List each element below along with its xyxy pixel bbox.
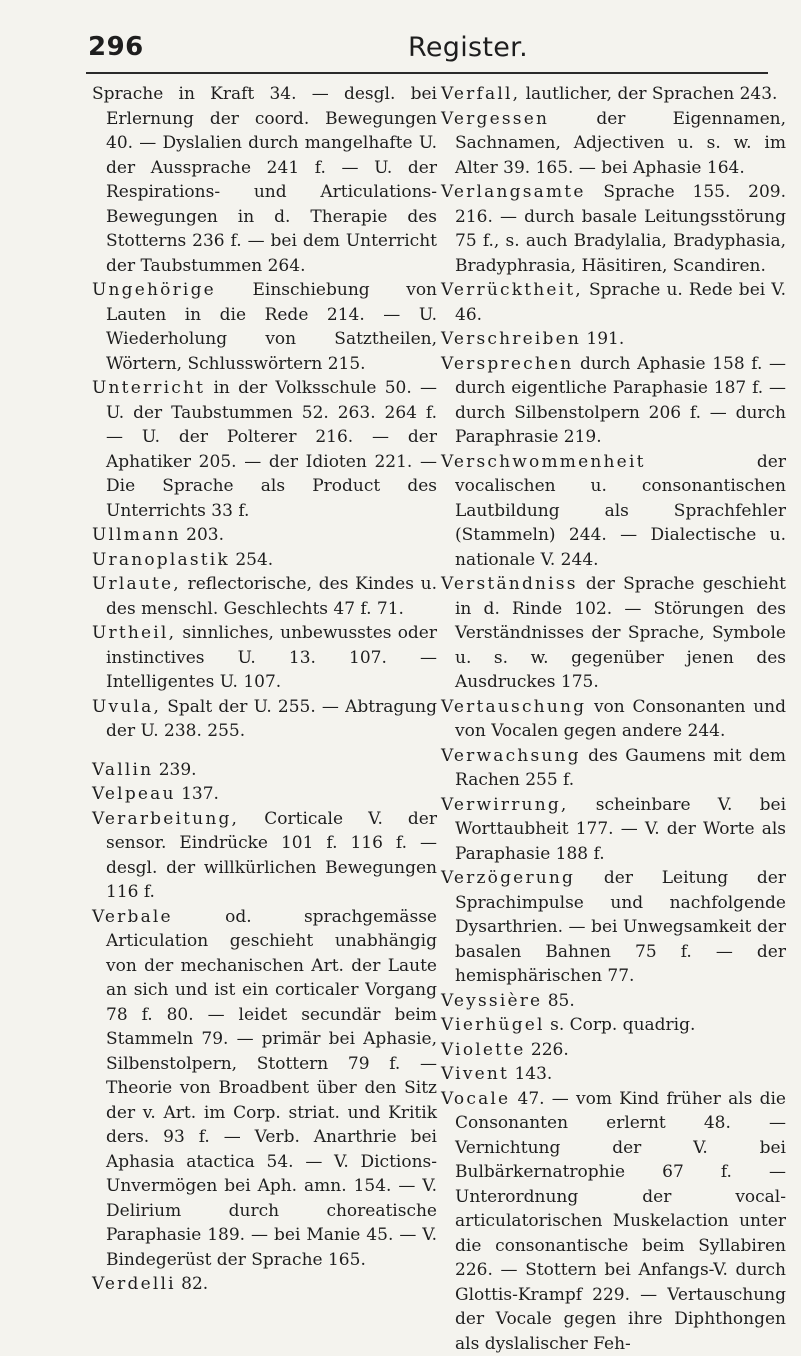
index-keyword: Violette	[441, 1040, 525, 1060]
index-entry	[92, 1272, 437, 1297]
index-keyword: Uvula,	[92, 697, 161, 717]
index-entry-text: des Gaumens mit dem Rachen 255 f.	[455, 746, 786, 791]
index-keyword: Verarbeitung,	[92, 809, 239, 829]
index-entry	[441, 1062, 786, 1087]
index-entry-text: durch Aphasie 158 f. — durch eigentliche Paraphasie 187 f. — durch Silbenstolpern 206 f. — durch Paraphrasie 219.	[455, 354, 786, 448]
index-keyword: Ullmann	[92, 525, 181, 545]
index-entry-text: 226.	[531, 1040, 569, 1060]
index-entry-text: 143.	[514, 1064, 552, 1084]
index-keyword: Verwirrung,	[441, 795, 569, 815]
index-entry-text: 191.	[586, 329, 624, 349]
index-keyword: Vertauschung	[441, 697, 586, 717]
index-entry	[441, 744, 786, 793]
index-entry	[441, 107, 786, 181]
index-entry	[92, 548, 437, 573]
index-entry	[441, 989, 786, 1014]
index-keyword: Verschwommenheit	[441, 452, 646, 472]
index-entry	[441, 180, 786, 278]
index-entry-text: Corticale V. der sensor. Eindrücke 101 f. 116 f. — desgl. der willkürlichen Bewegungen 116 f.	[106, 809, 437, 903]
index-entry-text: 85.	[548, 991, 575, 1011]
index-entry-text: von Consonanten und von Vocalen gegen andere 244.	[455, 697, 786, 742]
index-entry-text: der vocalischen u. consonantischen Lautbildung als Sprachfehler (Stammeln) 244. — Dialectische u. nationale V. 244.	[455, 452, 786, 570]
index-entry	[92, 758, 437, 783]
index-entry-text: 203.	[186, 525, 224, 545]
index-entry	[441, 278, 786, 327]
index-entry-text: lautlicher, der Sprachen 243.	[526, 84, 778, 104]
index-keyword: Verrücktheit,	[441, 280, 583, 300]
header-rule	[86, 72, 768, 74]
index-entry-text: 82.	[181, 1274, 208, 1294]
index-entry	[92, 376, 437, 523]
index-entry	[441, 82, 786, 107]
index-entry	[92, 572, 437, 621]
index-keyword: Verwachsung	[441, 746, 581, 766]
index-entry	[441, 1013, 786, 1038]
index-keyword: Verständniss	[441, 574, 578, 594]
index-keyword: Versprechen	[441, 354, 573, 374]
index-keyword: Verlangsamte	[441, 182, 586, 202]
index-keyword: Unterricht	[92, 378, 205, 398]
index-keyword: Vivent	[441, 1064, 509, 1084]
index-entry-text: 254.	[235, 550, 273, 570]
index-entry	[92, 695, 437, 744]
index-entry	[441, 572, 786, 695]
index-entry	[441, 695, 786, 744]
index-keyword: Vierhügel	[441, 1015, 545, 1035]
index-entry	[92, 782, 437, 807]
index-entry	[92, 621, 437, 695]
running-head: Register.	[408, 32, 528, 63]
index-keyword: Urtheil,	[92, 623, 176, 643]
index-keyword: Verfall,	[441, 84, 520, 104]
page-number: 296	[88, 32, 144, 62]
index-entry-text: der Leitung der Sprachimpulse und nachfolgende Dysarthrien. — bei Unwegsamkeit der basalen Bahnen 75 f. — der hemisphärischen 77.	[455, 868, 786, 986]
index-entry-text: in der Volksschule 50. — U. der Taubstummen 52. 263. 264 f. — U. der Polterer 216. — der Aphatiker 205. — der Idioten 221. — Die Sprache als Product des Unterrichts 33 f.	[106, 378, 437, 521]
right-column	[441, 82, 786, 1356]
index-entry-text: od. sprachgemässe Articulation geschieht unabhängig von der mechanischen Art. der Laute an sich und ist ein corticaler Vorgang 78 f. 80. — leidet secundär beim Stammeln 79. — primär bei Aphasie, Silbenstolpern, Stottern 79 f. — Theorie von Broadbent über den Sitz der v. Art. im Corp. striat. und Kritik ders. 93 f. — Verb. Anarthrie bei Aphasia atactica 54. — V. Dictions-Unvermögen bei Aph. amn. 154. — V. Delirium durch choreatische Paraphasie 189. — bei Manie 45. — V. Bindegerüst der Sprache 165.	[106, 907, 437, 1270]
index-entry-text: Einschiebung von Lauten in die Rede 214. — U. Wiederholung von Satztheilen, Wörtern, Schlusswörtern 215.	[106, 280, 437, 374]
index-entry	[92, 82, 437, 278]
index-entry	[92, 523, 437, 548]
index-entry	[92, 807, 437, 905]
index-entry-text: sinnliches, unbewusstes oder instinctives U. 13. 107. — Intelligentes U. 107.	[106, 623, 437, 692]
index-entry	[441, 352, 786, 450]
index-entry	[441, 327, 786, 352]
index-keyword: Verbale	[92, 907, 173, 927]
left-column	[92, 82, 437, 1297]
index-entry	[92, 278, 437, 376]
index-entry-text: 47. — vom Kind früher als die Consonanten erlernt 48. — Vernichtung der V. bei Bulbärkernatrophie 67 f. — Unterordnung der vocal-articulatorischen Muskelaction unter die consonantische beim Syllabiren 226. — Stottern bei Anfangs-V. durch Glottis-Krampf 229. — Vertauschung der Vocale gegen ihre Diphthongen als dyslalischer Feh-	[455, 1089, 786, 1354]
index-entry-text: Sprache u. Rede bei V. 46.	[455, 280, 786, 325]
index-entry-text: 239.	[159, 760, 197, 780]
index-entry	[441, 1038, 786, 1063]
index-keyword: Ungehörige	[92, 280, 216, 300]
index-keyword: Uranoplastik	[92, 550, 230, 570]
index-keyword: Velpeau	[92, 784, 176, 804]
index-entry-text: scheinbare V. bei Worttaubheit 177. — V. der Worte als Paraphasie 188 f.	[455, 795, 786, 864]
index-entry-text: Sprache 155. 209. 216. — durch basale Leitungsstörung 75 f., s. auch Bradylalia, Bradyphasia, Bradyphrasia, Häsitiren, Scandiren.	[455, 182, 786, 276]
index-keyword: Urlaute,	[92, 574, 181, 594]
index-entry	[441, 450, 786, 573]
index-entry-text: der Eigennamen, Sachnamen, Adjectiven u. s. w. im Alter 39. 165. — bei Aphasie 164.	[455, 109, 786, 178]
index-keyword: Veyssière	[441, 991, 542, 1011]
index-entry-text: 137.	[181, 784, 219, 804]
index-entry-text: Sprache in Kraft 34. — desgl. bei Erlernung der coord. Bewegungen 40. — Dyslalien durch mangelhafte U. der Aussprache 241 f. — U. der Respirations- und Articulations-Bewegungen in d. Therapie des Stotterns 236 f. — bei dem Unterricht der Taubstummen 264.	[92, 84, 437, 276]
index-keyword: Verschreiben	[441, 329, 581, 349]
index-entry	[92, 905, 437, 1273]
index-keyword: Verzögerung	[441, 868, 575, 888]
index-entry	[441, 866, 786, 989]
index-entry-text: reflectorische, des Kindes u. des menschl. Geschlechts 47 f. 71.	[106, 574, 437, 619]
index-entry-text: der Sprache geschieht in d. Rinde 102. — Störungen des Verständnisses der Sprache, Symbole u. s. w. gegenüber jenen des Ausdruckes 175.	[455, 574, 786, 692]
index-keyword: Vocale	[441, 1089, 510, 1109]
index-entry	[441, 1087, 786, 1356]
index-entry	[441, 793, 786, 867]
index-entry-text: s. Corp. quadrig.	[550, 1015, 695, 1035]
index-keyword: Vergessen	[441, 109, 549, 129]
index-keyword: Vallin	[92, 760, 153, 780]
index-keyword: Verdelli	[92, 1274, 176, 1294]
index-entry-text: Spalt der U. 255. — Abtragung der U. 238. 255.	[106, 697, 437, 742]
